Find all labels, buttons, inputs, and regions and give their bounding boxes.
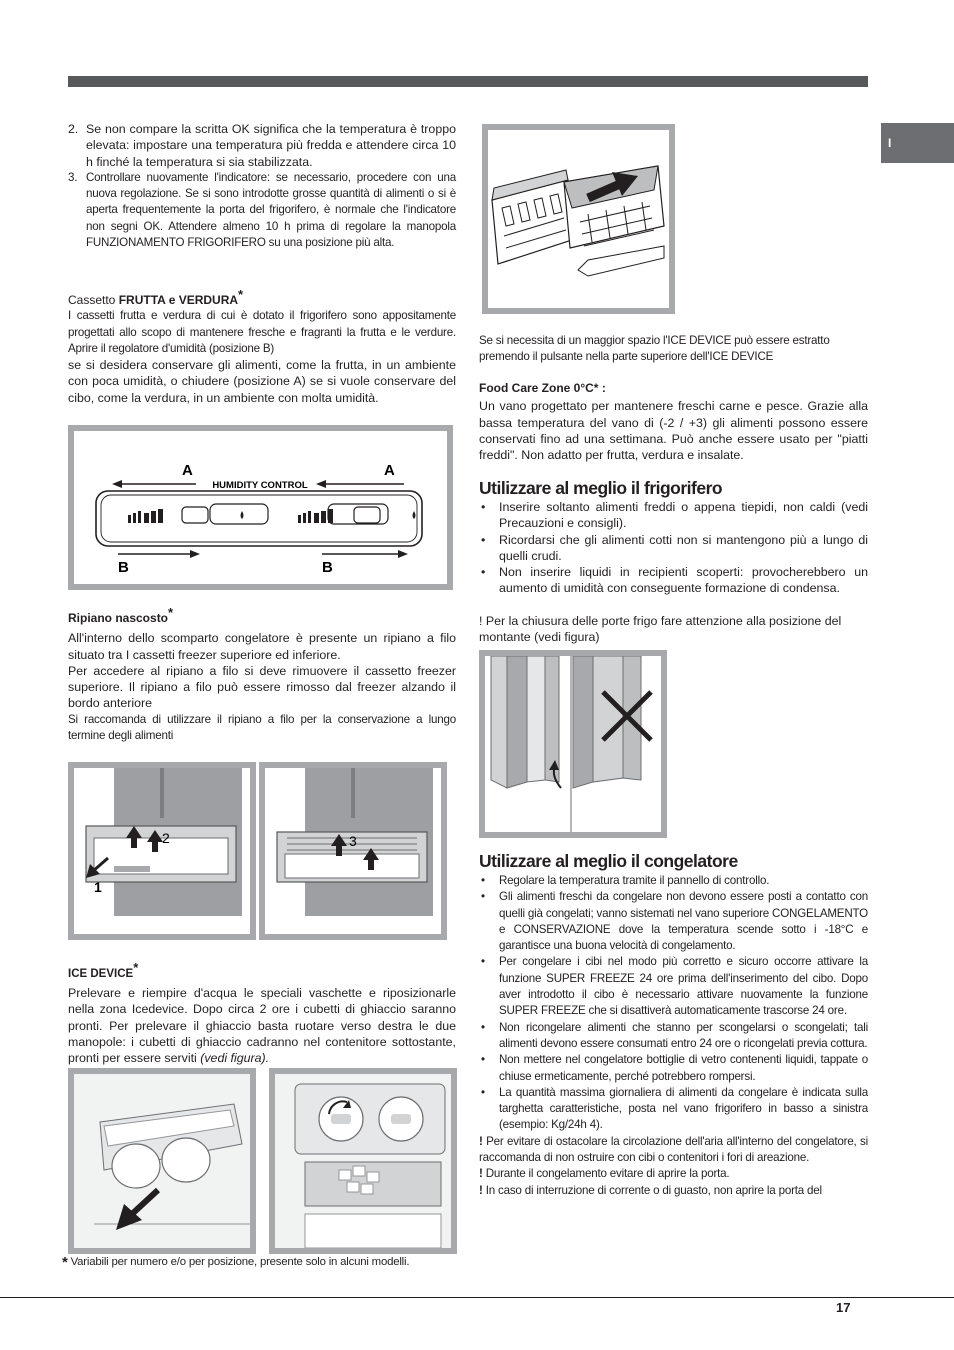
cassetto-text-2: se si desidera conservare gli alimenti, come la frutta, in un ambiente con poca umidità, o chiudere (posizione A) se si vuole conservare del cibo, come la verdura, in un ambiente con molta umidità. xyxy=(68,358,456,405)
drawer-figure-left xyxy=(68,762,256,940)
ripiano-section xyxy=(68,605,456,744)
drawer-figure-right xyxy=(259,762,447,940)
ice-device-section: ICE DEVICE* Prelevare e riempire d'acqua le speciali vaschette e riposizionarle nella zona Icedevice. Dopo circa 2 ore i cubetti di ghiaccio saranno pronti. Per prelevare il ghiaccio basta ruotare verso destra le due manopole: i cubetti di ghiaccio cadranno nel contenitore sottostante, pronti per essere serviti (vedi figura). xyxy=(68,960,456,1066)
ripiano-text-1: All'interno dello scomparto congelatore è presente un ripiano a filo situato tra I cassetti freezer superiore ed inferiore. xyxy=(68,631,456,662)
top-bar xyxy=(68,76,868,87)
ice-knob-figure xyxy=(269,1068,457,1254)
list-item: • Ricordarsi che gli alimenti cotti non si mantengono più a lungo di quelli crudi. xyxy=(481,532,868,563)
ice-device-title: ICE DEVICE* xyxy=(68,960,139,980)
food-care-title: Food Care Zone 0°C* : xyxy=(479,381,606,395)
humidity-control-label: HUMIDITY CONTROL xyxy=(212,480,308,491)
numbered-item-2: 2. Se non compare la scritta OK significa che la temperatura è troppo elevata: impostare una temperatura più fredda e attendere circa 10 h finché la temperatura si sia stabilizzata. xyxy=(68,122,456,169)
list-item: • Per congelare i cibi nel modo più corretto e sicuro occorre attivare la funzione SUPER FREEZE 24 ore prima dell'inserimento del cibo. Dopo aver introdotto il cibo è necessario attivare nuovamente la funzione SUPER FREEZE che si disattiverà automaticamente trascorse 24 ore. xyxy=(481,955,868,1018)
ripiano-text-2: Per accedere al ripiano a filo si deve rimuovere il cassetto freezer superiore. Il ripiano a filo può essere rimosso dal freezer alzando il bordo anteriore xyxy=(68,663,456,711)
list-item: • Inserire soltanto alimenti freddi o appena tiepidi, non caldi (vedi Precauzioni e consigli). xyxy=(481,500,868,531)
cassetto-title: Cassetto FRUTTA e VERDURA* xyxy=(68,287,244,307)
door-mullion-figure xyxy=(479,650,667,838)
cassetto-text-1: I cassetti frutta e verdura di cui è dotato il frigorifero sono appositamente progettati allo scopo di mantenere fresche e fragranti la frutta e le verdure. Aprire il regolatore d'umidità (posizione B) xyxy=(68,309,456,355)
ice-extract-text: Se si necessita di un maggior spazio l'ICE DEVICE può essere estratto premendo il pulsante nella parte superiore dell'ICE DEVICE xyxy=(479,334,830,364)
ripiano-title: Ripiano nascosto* xyxy=(68,605,174,625)
step-label-3: 3 xyxy=(349,833,357,849)
list-item: • Non mettere nel congelatore bottiglie di vetro contenenti liquidi, tappate o chiuse ermeticamente, perché potrebbero rompersi. xyxy=(481,1053,868,1083)
warning-2: ! Durante il congelamento evitare di aprire la porta. xyxy=(479,1167,730,1181)
frigo-section xyxy=(479,478,868,597)
ice-device-extract-figure xyxy=(482,124,675,314)
freezer-section xyxy=(479,851,868,1199)
footnote: * Variabili per numero e/o per posizione, presente solo in alcuni modelli. xyxy=(62,1254,410,1271)
humidity-control-figure xyxy=(68,425,453,590)
list-item: • Non inserire liquidi in recipienti scoperti: provocherebbero un aumento di umidità con conseguente formazione di condensa. xyxy=(481,565,868,596)
food-care-text: Un vano progettato per mantenere freschi carne e pesce. Grazie alla bassa temperatura del vano di (-2 / +3) gli alimenti possono essere conservati fino ad una settimana. Può anche essere usato per "piatti freddi". Non adatto per frutta, verdura e insalate. xyxy=(479,399,868,463)
label-a-left: A xyxy=(182,462,193,479)
list-item: • Gli alimenti freschi da congelare non devono essere posti a contatto con quelli già congelati; vanno sistemati nel vano superiore CONGELAMENTO e CONSERVAZIONE dove la temperatura scende sotto i -18°C e garantisce una buona velocità di congelamento. xyxy=(481,890,868,953)
label-a-right: A xyxy=(384,462,395,479)
ice-tray-figure xyxy=(68,1068,256,1254)
frigo-heading: Utilizzare al meglio il frigorifero xyxy=(479,478,723,498)
food-care-section xyxy=(479,380,868,463)
label-b-left: B xyxy=(118,559,129,576)
ripiano-text-3: Si raccomanda di utilizzare il ripiano a filo per la conservazione a lungo termine degli alimenti xyxy=(68,712,456,743)
page-number: 17 xyxy=(836,1300,851,1315)
cassetto-section xyxy=(68,287,456,406)
label-b-right: B xyxy=(322,559,333,576)
freezer-heading: Utilizzare al meglio il congelatore xyxy=(479,851,738,871)
bottom-rule xyxy=(0,1297,954,1298)
language-tab: I xyxy=(881,123,954,163)
left-column xyxy=(68,121,456,251)
warning-1: ! Per evitare di ostacolare la circolazione dell'aria all'interno del congelatore, si raccomanda di non ostruire con cibi o contenitori i fori di areazione. xyxy=(479,1134,868,1165)
numbered-item-3: 3. Controllare nuovamente l'indicatore: se necessario, procedere con una nuova regolazione. Se si sono introdotte grosse quantità di alimenti o si è aperta frequentemente la porta del frigorifero, è normale che l'indicatore non segni OK. Attendere almeno 10 h prima di regolare la manopola FUNZIONAMENTO FRIGORIFERO su una posizione più alta. xyxy=(68,170,456,250)
step-label-2: 2 xyxy=(162,830,170,846)
door-note: ! Per la chiusura delle porte frigo fare attenzione alla posizione del montante (vedi figura) xyxy=(479,614,842,645)
list-item: • La quantità massima giornaliera di alimenti da congelare è indicata sulla targhetta caratteristiche, posta nel vano frigorifero in basso a sinistra (esempio: Kg/24h 4). xyxy=(481,1085,868,1132)
list-item: • Non ricongelare alimenti che stanno per scongelarsi o scongelati; tali alimenti devono essere consumati entro 24 ore o ricongelati previa cottura. xyxy=(481,1020,868,1050)
list-item: • Regolare la temperatura tramite il pannello di controllo. xyxy=(481,874,770,887)
step-label-1: 1 xyxy=(94,879,102,895)
warning-3: ! In caso di interruzione di corrente o di guasto, non aprire la porta del xyxy=(479,1183,822,1197)
